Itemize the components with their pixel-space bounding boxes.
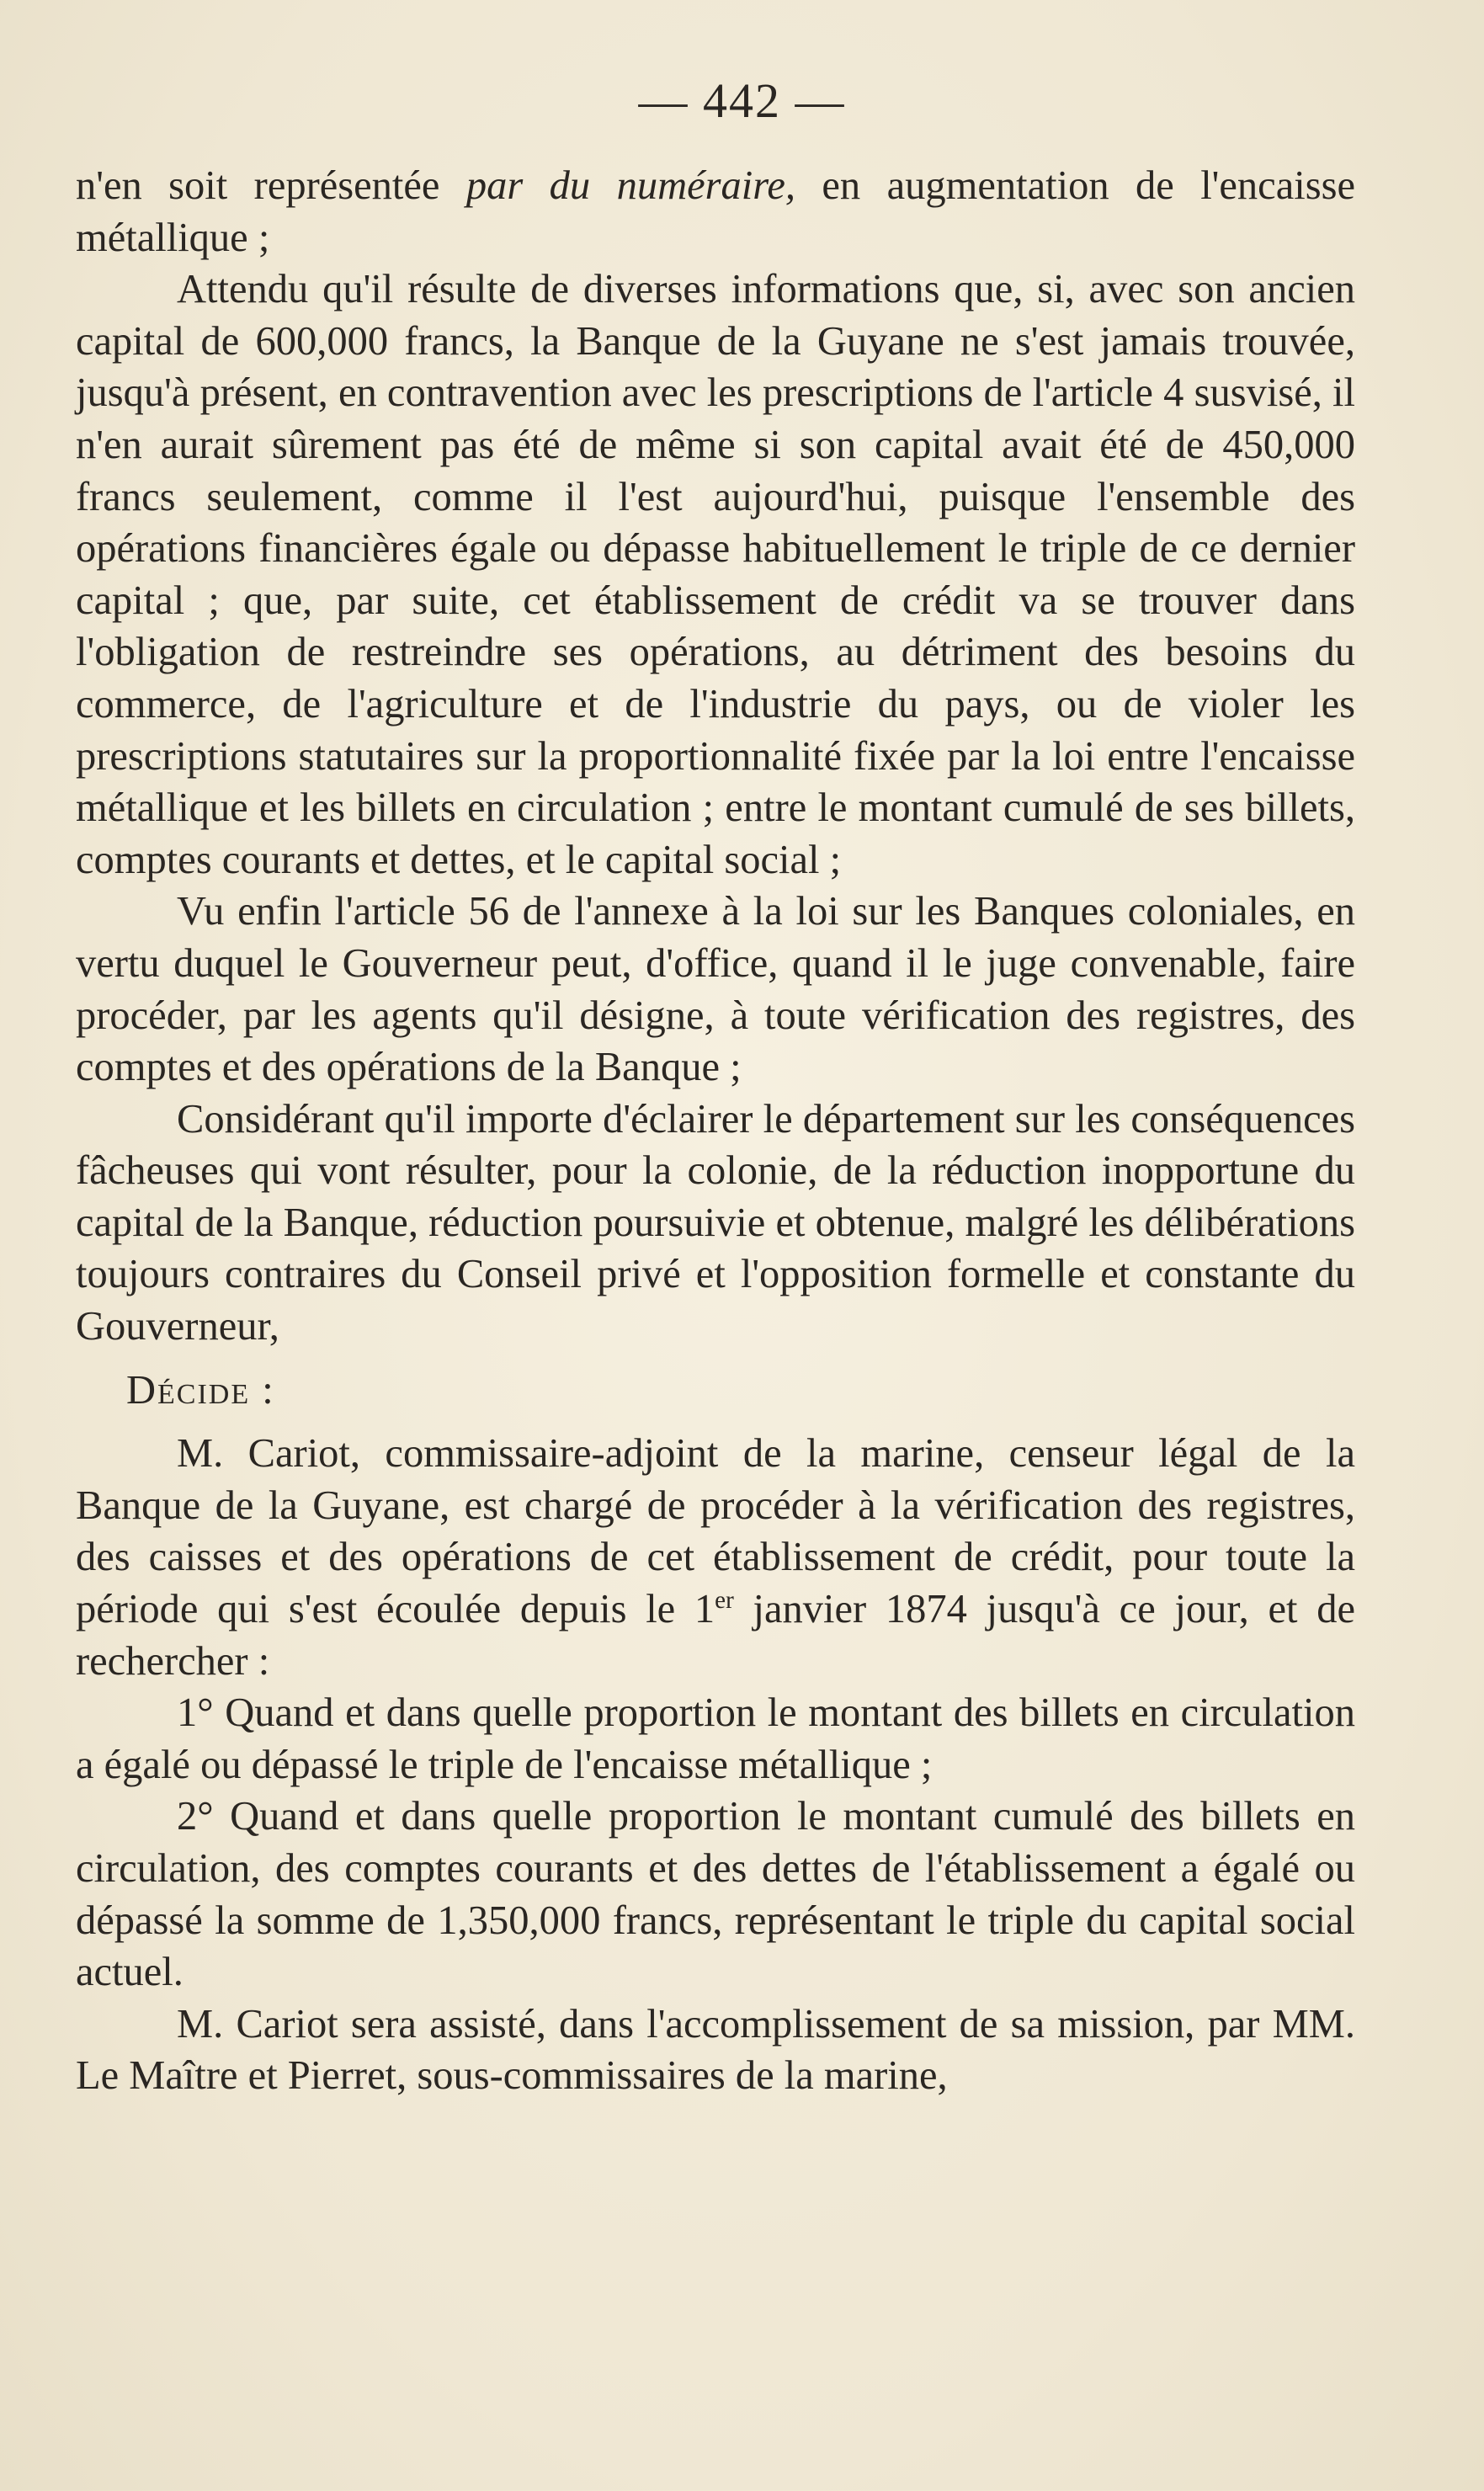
paragraph-decision-end: janvier 1874 jusqu'à ce jour, et de rechercher :: [76, 1587, 1355, 1684]
decide-heading: Décide :: [126, 1367, 275, 1413]
list-item-1: 1° Quand et dans quelle proportion le montant des billets en circulation a égalé ou dépassé le triple de l'encaisse métallique ;: [76, 1690, 1355, 1787]
paragraph-considerant: Considérant qu'il importe d'éclairer le département sur les conséquences fâcheuses qui vont résulter, pour la colonie, de la réduction inopportune du capital de la Banque, réduction poursuivie et obtenue, malgré les délibérations toujours contraires du Conseil privé et l'opposition formelle et constante du Gouverneur,: [76, 1096, 1355, 1349]
paragraph-1: [76, 160, 1355, 263]
ordinal-superscript: er: [715, 1586, 734, 1614]
body-text: [76, 160, 1355, 2102]
paragraph-1-end: en augmentation de l'encaisse métallique ;: [76, 163, 1355, 260]
paragraph-attendu: Attendu qu'il résulte de diverses informations que, si, avec son ancien capital de 600,000 francs, la Banque de la Guyane ne s'est jamais trouvée, jusqu'à présent, en contravention avec les prescriptions de l'article 4 susvisé, il n'en aurait sûrement pas été de même si son capital avait été de 450,000 francs seulement, comme il l'est aujourd'hui, puisque l'ensemble des opérations financières égale ou dépasse habituellement le triple de ce dernier capital ; que, par suite, cet établissement de crédit va se trouver dans l'obligation de restreindre ses opérations, au détriment des besoins du commerce, de l'agriculture et de l'industrie du pays, ou de violer les prescriptions statutaires sur la proportionnalité fixée par la loi entre l'encaisse métallique et les billets en circulation ; entre le montant cumulé de ses billets, comptes courants et dettes, et le capital social ;: [76, 267, 1355, 882]
paragraph-vu: Vu enfin l'article 56 de l'annexe à la loi sur les Banques coloniales, en vertu duquel le Gouverneur peut, d'office, quand il le juge convenable, faire procéder, par les agents qu'il désigne, à toute vérification des registres, des comptes et des opérations de la Banque ;: [76, 889, 1355, 1090]
page-number: — 442 —: [638, 73, 846, 128]
paragraph-1-start: n'en soit représentée: [76, 163, 466, 208]
paragraph-decision: [76, 1428, 1355, 1687]
paragraph-1-italic: par du numéraire,: [465, 163, 795, 208]
paragraph-assistance: M. Cariot sera assisté, dans l'accomplissement de sa mission, par MM. Le Maître et Pierret, sous-commissaires de la marine,: [76, 2001, 1355, 2099]
paragraph-decision-start: M. Cariot, commissaire-adjoint de la marine, censeur légal de la Banque de la Guyane, est chargé de procéder à la vérification des registres, des caisses et des opérations de cet établissement de crédit, pour toute la période qui s'est écoulée depuis le 1: [76, 1431, 1355, 1632]
list-item-2: 2° Quand et dans quelle proportion le montant cumulé des billets en circulation, des comptes courants et des dettes de l'établissement a égalé ou dépassé la somme de 1,350,000 francs, représentant le triple du capital social actuel.: [76, 1794, 1355, 1995]
